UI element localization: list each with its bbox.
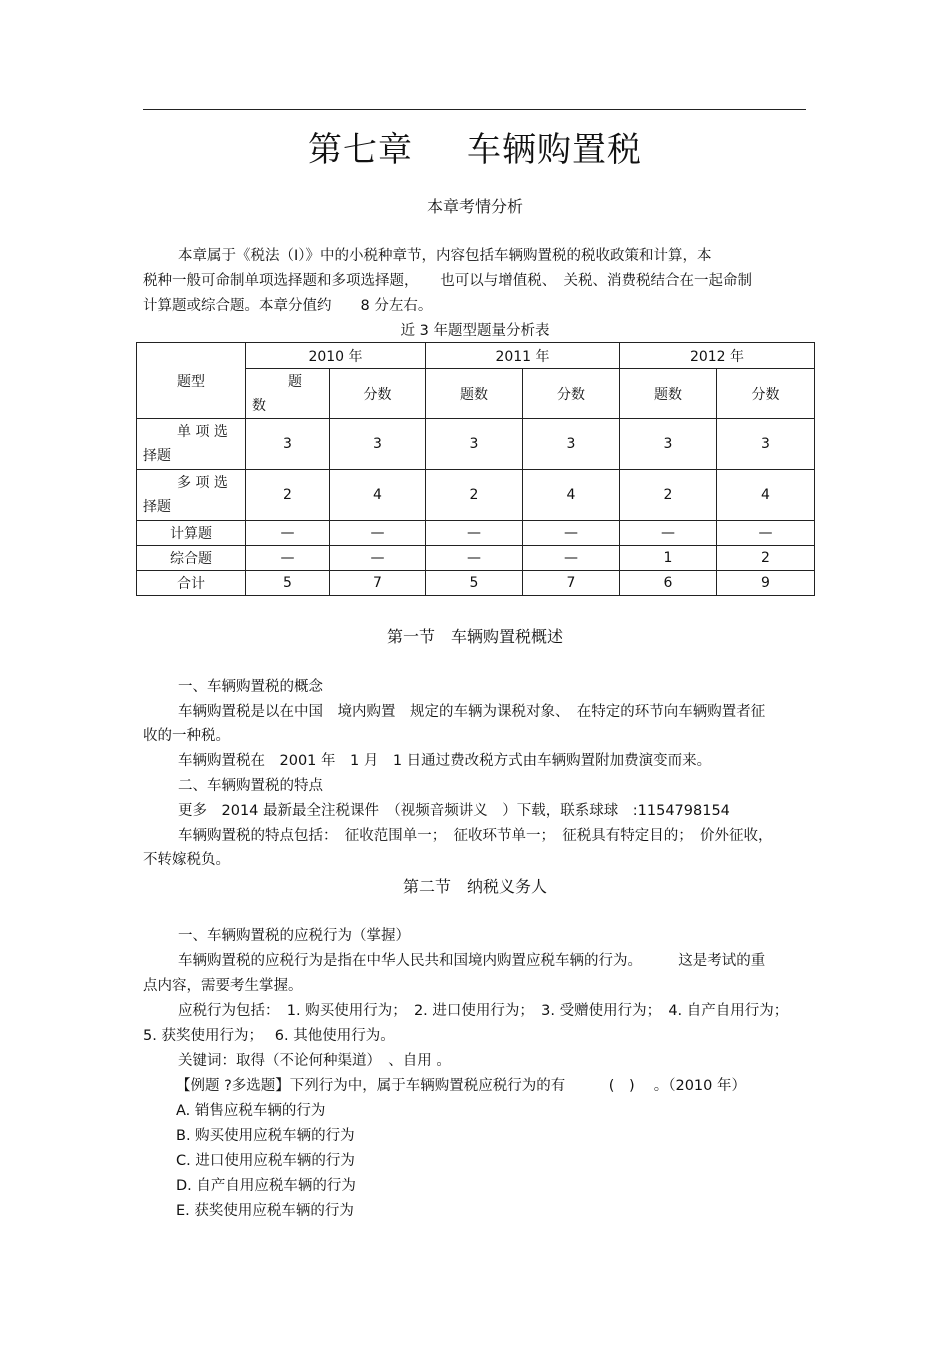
- table-cell: 4: [330, 470, 426, 521]
- table-cell: 2: [246, 470, 330, 521]
- count-header-2010: 题 数: [246, 369, 330, 419]
- section1-p1a: 车辆购置税是以在中国 境内购置 规定的车辆为课税对象、 在特定的环节向车辆购置者征: [178, 704, 766, 720]
- table-row: [137, 571, 815, 596]
- section2-h1: 一、车辆购置税的应税行为（掌握）: [178, 928, 410, 944]
- section1-heading: 第一节 车辆购置税概述: [386, 627, 563, 646]
- table-cell: 3: [330, 419, 426, 470]
- table-cell: 3: [717, 419, 815, 470]
- score-header-2010: 分数: [330, 369, 426, 419]
- score-header-2012: 分数: [717, 369, 815, 419]
- table-cell: 3: [523, 419, 620, 470]
- table-cell: 7: [523, 571, 620, 596]
- table-cell: —: [330, 521, 426, 546]
- table-cell: 3: [426, 419, 523, 470]
- section2-p2a: 应税行为包括： 1. 购买使用行为； 2. 进口使用行为； 3. 受赠使用行为； 4. 自产自用行为；: [178, 1003, 789, 1019]
- table-cell: 7: [330, 571, 426, 596]
- table-cell: 3: [246, 419, 330, 470]
- option-e: E. 获奖使用应税车辆的行为: [176, 1203, 354, 1219]
- section1-p2: 车辆购置税在 2001 年 1 月 1 日通过费改税方式由车辆购置附加费演变而来。: [178, 753, 712, 769]
- table-cell: —: [523, 546, 620, 571]
- table-cell: 4: [523, 470, 620, 521]
- table-cell: —: [330, 546, 426, 571]
- count-header-2011: 题数: [426, 369, 523, 419]
- table-cell: 3: [620, 419, 717, 470]
- section1-h2: 二、车辆购置税的特点: [178, 778, 323, 794]
- option-d: D. 自产自用应税车辆的行为: [176, 1178, 356, 1194]
- section2-p1a: 车辆购置税的应税行为是指在中华人民共和国境内购置应税车辆的行为。 这是考试的重: [178, 953, 766, 969]
- keywords-line: 关键词：取得（不论何种渠道） 、自用 。: [178, 1053, 451, 1069]
- table-cell: 2: [426, 470, 523, 521]
- year-2012: 2012 年: [620, 343, 815, 369]
- section1-p3a: 车辆购置税的特点包括： 征收范围单一； 征收环节单一； 征税具有特定目的； 价外征收，: [178, 828, 773, 844]
- chapter-name: 车辆购置税: [467, 130, 642, 170]
- table-corner: 题型: [137, 343, 246, 419]
- table-caption: 近 3 年题型题量分析表: [400, 323, 550, 339]
- table-cell: 5: [246, 571, 330, 596]
- table-cell: 2: [620, 470, 717, 521]
- table-cell: 5: [426, 571, 523, 596]
- section1-p3b: 不转嫁税负。: [143, 852, 230, 868]
- intro-line-1: 本章属于《税法（Ⅰ）》中的小税种章节，内容包括车辆购置税的税收政策和计算，本: [178, 248, 712, 264]
- row-type: 合计: [137, 571, 246, 596]
- row-type: 单 项 选 择题: [137, 419, 246, 470]
- table-cell: 4: [717, 470, 815, 521]
- option-c: C. 进口使用应税车辆的行为: [176, 1153, 355, 1169]
- table-cell: —: [717, 521, 815, 546]
- table-row: [137, 546, 815, 571]
- table-cell: —: [426, 546, 523, 571]
- year-2010: 2010 年: [246, 343, 426, 369]
- analysis-heading: 本章考情分析: [426, 197, 523, 216]
- table-row: [137, 521, 815, 546]
- row-type: 综合题: [137, 546, 246, 571]
- chapter-number: 第七章: [308, 130, 413, 170]
- table-cell: —: [523, 521, 620, 546]
- top-rule: [143, 109, 806, 110]
- table-cell: 6: [620, 571, 717, 596]
- table-cell: —: [620, 521, 717, 546]
- example-question: 【例题 ?多选题】下列行为中，属于车辆购置税应税行为的有 ( ) 。（2010 年）: [176, 1078, 746, 1094]
- option-a: A. 销售应税车辆的行为: [176, 1103, 326, 1119]
- table-row: [137, 470, 815, 521]
- section2-p1b: 点内容，需要考生掌握。: [143, 978, 303, 994]
- score-header-2011: 分数: [523, 369, 620, 419]
- chapter-title: [0, 122, 950, 171]
- year-2011: 2011 年: [426, 343, 620, 369]
- intro-line-3: 计算题或综合题。本章分值约 8 分左右。: [143, 298, 433, 314]
- section2-heading: 第二节 纳税义务人: [402, 877, 547, 896]
- row-type: 多 项 选 择题: [137, 470, 246, 521]
- table-cell: 1: [620, 546, 717, 571]
- section2-p2b: 5. 获奖使用行为； 6. 其他使用行为。: [143, 1028, 395, 1044]
- table-cell: —: [246, 546, 330, 571]
- question-analysis-table: [136, 342, 815, 596]
- table-cell: 9: [717, 571, 815, 596]
- promo-line: 更多 2014 最新最全注税课件 （视频音频讲义 ）下载，联系球球 :1154798154: [178, 803, 730, 819]
- section1-h1: 一、车辆购置税的概念: [178, 679, 323, 695]
- table-cell: —: [426, 521, 523, 546]
- option-b: B. 购买使用应税车辆的行为: [176, 1128, 355, 1144]
- table-cell: 2: [717, 546, 815, 571]
- table-header-row: [137, 343, 815, 369]
- row-type: 计算题: [137, 521, 246, 546]
- count-header-2012: 题数: [620, 369, 717, 419]
- table-cell: —: [246, 521, 330, 546]
- section1-p1b: 收的一种税。: [143, 728, 230, 744]
- table-row: [137, 419, 815, 470]
- intro-line-2: 税种一般可命制单项选择题和多项选择题， 也可以与增值税、 关税、消费税结合在一起命制: [143, 273, 752, 289]
